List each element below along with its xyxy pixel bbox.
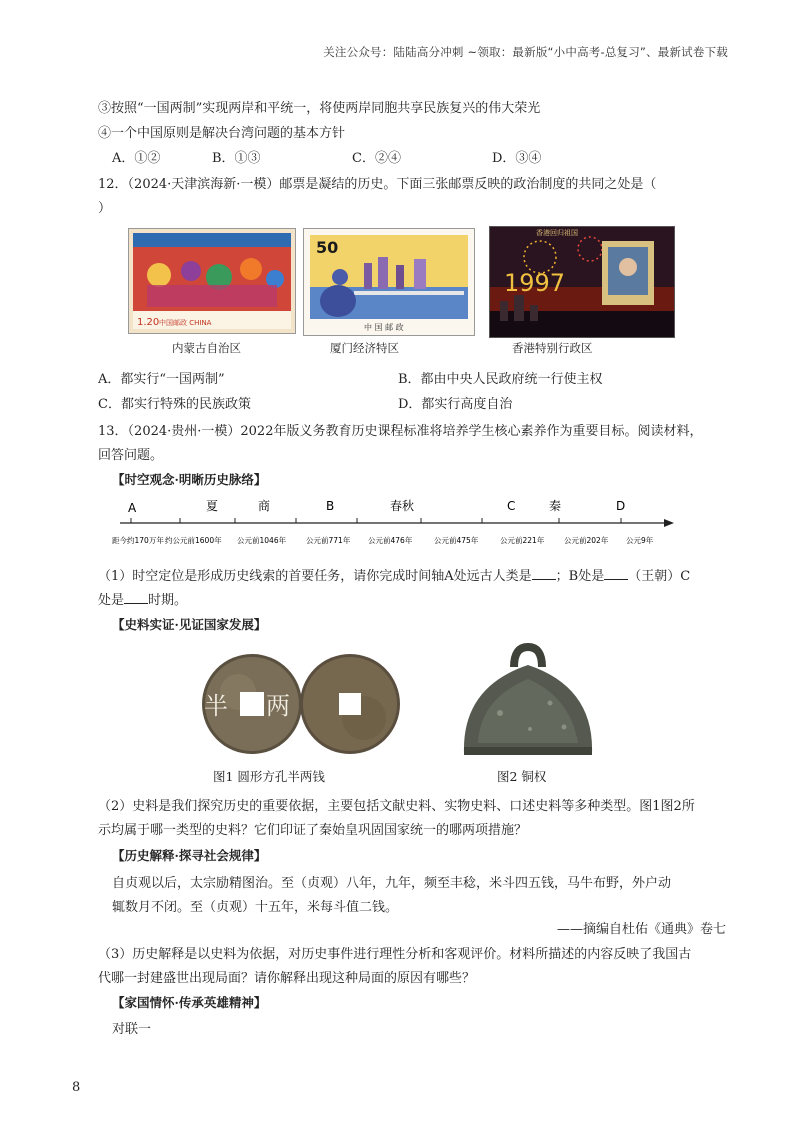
timeline-tick-3: 公元前1046年 — [237, 536, 287, 545]
timeline-label-a: A — [128, 501, 137, 515]
timeline-label-qin: 秦 — [549, 499, 562, 513]
section-spacetime: 【时空观念·明晰历史脉络】 — [112, 472, 267, 487]
timeline-tick-5: 公元前476年 — [368, 536, 413, 545]
timeline-label-d: D — [616, 499, 626, 513]
blank-a[interactable] — [532, 567, 556, 580]
timeline-label-shang: 商 — [258, 499, 271, 513]
timeline-tick-1: 距今约170万年 — [112, 536, 164, 545]
timeline-tick-4: 公元前771年 — [306, 536, 351, 545]
q13-part1: （1）时空定位是形成历史线索的首要任务，请你完成时间轴A处远古人类是 ；B处是 （王朝）C — [98, 569, 691, 584]
stamp-3-caption: 香港特别行政区 — [512, 341, 593, 355]
q13-stem: 13．（2024·贵州·一模）2022年版义务教育历史课程标准将培养学生核心素养作为重要目标。阅读材料， — [98, 424, 703, 439]
figure-1-caption: 图1 圆形方孔半两钱 — [213, 769, 325, 784]
quote-line-1: 自贞观以后，太宗励精图治。至（贞观）八年，九年，频至丰稔，米斗四五钱，马牛布野，外户动 — [112, 876, 672, 891]
q11-option-a: A．①② — [112, 151, 161, 166]
stamp-1-face-value: 1.20 — [137, 317, 160, 328]
q12-stem-cont: ） — [98, 201, 112, 216]
section-interpretation: 【历史解释·探寻社会规律】 — [112, 848, 267, 863]
timeline-tick-2: 约公元前1600年 — [165, 536, 222, 545]
couplet-label: 对联一 — [112, 1022, 152, 1037]
coin-back-image — [298, 652, 402, 756]
coin-char-ban: 半 — [204, 692, 228, 720]
q13-stem-cont: 回答问题。 — [98, 448, 164, 463]
q13-part2-cont: 示均属于哪一类型的史料？它们印证了秦始皇巩固国家统一的哪两项措施？ — [98, 823, 528, 838]
stamp-2-face-value: 50 — [316, 238, 339, 257]
stamp-1-caption: 内蒙古自治区 — [172, 341, 241, 355]
stamp-inner-mongolia — [128, 228, 296, 334]
blank-c[interactable] — [124, 591, 148, 604]
stamp-xiamen-art — [304, 229, 474, 335]
timeline-label-xia: 夏 — [206, 499, 219, 513]
q12-option-c: C．都实行特殊的民族政策 — [98, 397, 251, 412]
stamp-xiamen — [303, 228, 475, 336]
page-number: 8 — [72, 1080, 81, 1095]
q13-part2: （2）史料是我们探究历史的重要依据，主要包括文献史料、实物史料、口述史料等多种类型。图1图2所 — [98, 799, 695, 814]
quote-line-2: 辄数月不闭。至（贞观）十五年，米每斗值二钱。 — [112, 900, 399, 915]
stamp-hongkong — [489, 226, 675, 338]
figure-2-caption: 图2 铜权 — [497, 769, 547, 784]
stamp-3-title: 香港回归祖国 — [536, 229, 578, 237]
stamp-2-country: 中 国 邮 政 — [364, 323, 404, 332]
stamp-2-caption: 厦门经济特区 — [330, 341, 399, 355]
stamp-3-year: 1997 — [504, 269, 566, 297]
timeline — [112, 493, 678, 549]
coin-char-liang: 两 — [266, 692, 290, 720]
q11-option-b: B．①③ — [212, 151, 261, 166]
stamp-inner-mongolia-art — [129, 229, 295, 333]
bronze-weight-image — [460, 643, 596, 759]
timeline-label-chunqiu: 春秋 — [390, 499, 415, 513]
q11-option-d: D．③④ — [492, 151, 542, 166]
timeline-tick-7: 公元前221年 — [500, 536, 545, 545]
q11-option-c: C．②④ — [352, 151, 401, 166]
q12-stem: 12．（2024·天津滨海新·一模）邮票是凝结的历史。下面三张邮票反映的政治制度的共同之处是（ — [98, 177, 657, 192]
timeline-tick-8: 公元前202年 — [564, 536, 609, 545]
stamp-1-country: 中国邮政 CHINA — [159, 319, 212, 327]
q12-option-b: B．都由中央人民政府统一行使主权 — [398, 372, 603, 387]
page-header: 关注公众号：陆陆高分冲刺 ~领取：最新版“小中高考-总复习”、最新试卷下载 — [323, 45, 728, 59]
q13-part3-cont: 代哪一封建盛世出现局面？请你解释出现这种局面的原因有哪些？ — [98, 971, 476, 986]
stamp-hongkong-art — [490, 227, 674, 337]
q13-part3: （3）历史解释是以史料为依据，对历史事件进行理性分析和客观评价。材料所描述的内容反映了我国古 — [98, 947, 692, 962]
section-evidence: 【史料实证·见证国家发展】 — [112, 617, 267, 632]
section-patriotism: 【家国情怀·传承英雄精神】 — [112, 995, 267, 1010]
quote-source: ——摘编自杜佑《通典》卷七 — [556, 922, 726, 937]
blank-b[interactable] — [604, 567, 628, 580]
q11-item-3: ③按照“一国两制”实现两岸和平统一，将使两岸同胞共享民族复兴的伟大荣光 — [98, 101, 541, 116]
coin-front-image — [200, 652, 304, 756]
timeline-label-c: C — [507, 499, 516, 513]
q12-option-d: D．都实行高度自治 — [398, 397, 513, 412]
q13-part1-cont: 处是 时期。 — [98, 593, 188, 608]
q12-option-a: A．都实行“一国两制” — [98, 372, 225, 387]
q11-item-4: ④一个中国原则是解决台湾问题的基本方针 — [98, 126, 346, 141]
timeline-label-b: B — [326, 499, 335, 513]
timeline-tick-9: 公元9年 — [626, 536, 654, 545]
timeline-tick-6: 公元前475年 — [434, 536, 479, 545]
